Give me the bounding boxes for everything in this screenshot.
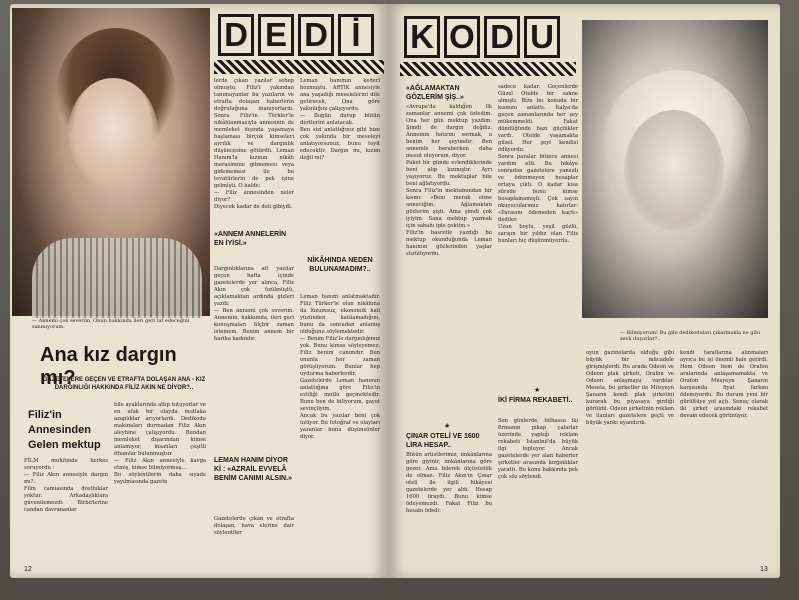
title-letter-8: U	[524, 16, 560, 58]
body-column-1: FİLM muhitinde herkes soruyordu : — Filiz Akın annesiyle dargın mı?.. Film camiasında dostluklar yoktur. Arkadaşlıklara güvenilemezdi. Birbirlerine candan davrananlar	[24, 458, 108, 513]
right-column-2a: sadece kadar. Geçenlerde Güzel Otelde bir sahne almıştı. Bize bu konuda bir kısmını anlattı. İtalya'da geçen zamanlarında her şey mükemmeldi. Fakat döndüğünde bazı güçlükler vardı. Otelde yaşamakta güzel. Her şeyi kendisi ödüyordu. Sonra paralar bitince annesi yardım etti. Bu hikâye sonradan gazetelere yansıdı ve ödenmeyen hesaplar ortaya çıktı. O kadar kısa sürede bunu kimse hesaplamamıştı. Çok sayın okuyucularımız hatırlar: «Parasını ödemeden kaçtı» dediler. Uzun boylu, yeşil gözlü, sarışın bir yıldız olan Filiz bunları hiç düşünmüyordu.	[498, 84, 578, 244]
subhead-nikah: NİKÂHINDA NEDEN BULUNAMADIM?..	[307, 257, 373, 273]
right-page	[388, 4, 780, 578]
title-letter-1: D	[218, 14, 254, 56]
title-letter-5: K	[404, 16, 440, 58]
body-column-4b: Leman hanım anlatmaktadır. Filiz Türker'le olan nikâhına da lüzumsuz, ekonomik hali yüzünden katılamadığını, bunu da sonradan anlamış olduğunu söylemektedir. — Benim Filiz'le dargınlığımız yok. Bunu kimse söyleyemez. Filiz benim canımdır. Ben onunla her zaman görüşüyorum. Bunlar hep uydurma haberlerdir. Gazetelerde Leman hanımın anlattığına göre Filiz'in evliliği mutlu geçmektedir. Bunu ben de biliyorum, gayet sevinçliyim. Ancak bu yazılar beni çok üzüyor. Bu fotoğraf ve olayları yazanlar bunu düşünsünler diyor.	[300, 294, 380, 440]
title-letter-3: D	[298, 14, 334, 56]
title-letter-6: O	[444, 16, 480, 58]
portrait-photo-left	[12, 8, 210, 316]
photo-caption-right: — Bilmiyorum! Bu gibi dedikoduları çıkarmakla ne gibi zevk duyorlar?..	[620, 330, 760, 342]
sidehead-line-1: Filiz'in	[28, 409, 62, 421]
subhead-cinar: ÇINAR OTELİ VE 1600 LİRA HESAP..	[406, 433, 480, 449]
portrait-photo-right	[582, 20, 768, 318]
body-column-4a: Leman hanımın kederi bozmuştu. ARTIK annesiyle ana yaşadığı meselelerini dile getirecek, Ona göre yakınlığını çalışıyordu. — Bugün durup bütün dertlerini anlatacak. Ben sizi anlattığınız gibi bize çok yakında bir meseleyi anlatıyorsunuz, bunu teyit edecektir. Dargın mı, kızım değil mi?	[300, 78, 380, 161]
body-column-2: bile ayaklarında altıp tutuyorlar ve en ufak bir olayda mutlaka azaplıklar arıyorlardı. Dedikodu makinaları durmadan Filiz Akın aleyhine çalışıyordu. Bundan memleket dışarından kimse anlamıyor, insanları çeşitli ithamlar bulunmuştur. — Filiz Akın annesiyle kavga etmiş, kimse bilmiyormuş... Bu söylentilerin daha sıyade yayılmasında gazete	[114, 402, 206, 485]
body-column-3b: Dargınlıklarına ait yazılar geçen hafta içinde gazetelerde yer alınca, Filiz Akın çok üzülmüştü, açıklamaktan ardında gizleri yazdı: — Ben annemi çok severim. Annemin, hakkımda, ileri geri konuşmaları hiçbir zaman istemem. Benim annem bir harika kadındır.	[214, 266, 294, 342]
star-divider-1: ★	[444, 422, 451, 430]
star-divider-2: ★	[534, 386, 541, 394]
body-column-3c: Gazetelerde çıkan ve etrafta dolaşan, hava elerine dair söylentiler	[214, 516, 296, 536]
subhead-annem: «ANNEM ANNELERİN EN İYİSİ.»	[214, 231, 287, 247]
page-number-left: 12	[24, 566, 32, 573]
title-band-right	[400, 62, 576, 76]
title-letter-4: İ	[338, 14, 374, 56]
photo-caption-left: — Annemi çok severim. Onun hakkında ileri geri laf edeceğini sanmıyorum.	[32, 318, 190, 330]
page-number-right: 13	[760, 566, 768, 573]
sidehead-line-2: Annesinden	[28, 424, 91, 436]
face-shape-right	[624, 110, 724, 230]
sidehead-line-3: Gelen mektup	[28, 439, 101, 451]
left-page	[10, 4, 388, 578]
striped-blouse	[32, 238, 202, 318]
subhead-leman: LEMAN HANIM DİYOR Kİ : «AZRAİL EVVELÂ BENİM CANIMI ALSIN.»	[214, 457, 292, 482]
face-shape	[68, 78, 158, 188]
title-band-left	[214, 60, 384, 74]
right-column-3: oyun gazinolarda olduğu gibi büyük bir mücadele girişmişlerdi. Bu arada Odeon ve Odeon plak şirketi, Orafon ve Odeon anlaşmaya vardılar. Mesela, bu şirketler ile Miisyeyn Şanarın kendi plak şirketini kurarak bu piyasaya girdiği görüldü. Odeon şirketinin reklam ve ilanları gazetelere geçti ve büyük yankı uyandırdı.	[586, 350, 676, 426]
title-letter-7: D	[484, 16, 520, 58]
body-column-3a: lerde çıkan yazılar sebep olmuştu. Filiz'i yakından tanımayanlar bu yazıların ve etrafta dolaşan haberlerin doğruluğuna inanıyorlardı. Sonra Filiz'in Türkler'le nikâhlanmasıyla annesinin de memleket dışında yaşamaya başlaması birçok kimseleri ayrılık ve dargınlık düşüncesine götürdü. Leman Hanım'la kızının nikâh merasimine gitmemesi veya gidememesi ile bu tevatürlerin de pek işine gelmişti. O halde: — Filiz annesinden neler diyor? Diyecek kadar de deli gibiydi.	[214, 78, 294, 210]
subhead-iki-firma: İKİ FİRMA REKABETİ..	[498, 397, 573, 404]
right-column-4: kendi taraflarına alınmaları ayrıca bu işi önemli hale getirdi. Hem Odeon hem de Orafon aralarında anlaşamamakta ve Orafon Miisyeyn Şanarın karşısında fiyat farkını ödemiyordu. Bu durum yeni bir gürültüye yol açtı. Sonuç olarak iki şirket arasındaki rekabet devam edecek görünüyor.	[680, 350, 770, 419]
right-column-2b: Son günlerde, bilhassa iki firmanın pikap çalarlar üzerinde yaptığı reklam rekabeti Istanbul'da büyük ilgi topluyor. Ancak gazetelerde yer alan haberler şirketler arasında kırgınlıklar yarattı. Bu konu hakkında pek çok söz söylendi.	[498, 418, 580, 480]
right-column-1b: Bütün artistlerimiz, imkânlarına göre giyinir, imkânlarına göre gezer. Ama bilerek ölçüsüzlük de olmaz. Filiz Akın'ın Çınar oteli ile ilgili hikâyesi gazetelerde yer aldı. Hesap 1600 liraydı. Bunu kimse ödeyemezdi. Fakat Filiz bu hesabı ödedi.	[406, 452, 494, 514]
right-column-1a: «Avrupa'da kaldığım ilk zamanlar annemi çok özledim. Ona her gün mektup yazdım. Şimdi de dargın değiliz. Annemin hatırını sormak, o benim her şeyimdir. Ben annemle beraberken daha mesut oluyorum, diyor. Paket bir günde evlendiklerinde beni alıp kızmıştır. Ayrı yaşıyoruz. Bu mektuplar bile beni ağlatıyordu. Sonra Filiz'in mektubundan bir kısmı: «Beni merak etme anneciğim. Ağlamaktan gözlerim şişti. Ama şimdi çok iyiyim. Sana mektup yazmak için sabahı iple çektim.» Filiz'in hasretle yazdığı bu mektup okunduğunda Leman hanımın gözlerinden yaşlar süzülüyordu.	[406, 104, 492, 257]
title-letter-2: E	[258, 14, 294, 56]
subhead-aglamaktan: «AĞLAMAKTAN GÖZLERİM ŞİŞ..»	[406, 85, 464, 101]
article-deck: GAZETELERE GEÇEN VE ETRAFTA DOLAŞAN ANA - KIZ DARGINLIĞI HAKKINDA FİLİZ AKIN NE DİYOR?..	[42, 377, 206, 391]
article-headline: Ana kız dargın mı?	[40, 344, 177, 389]
